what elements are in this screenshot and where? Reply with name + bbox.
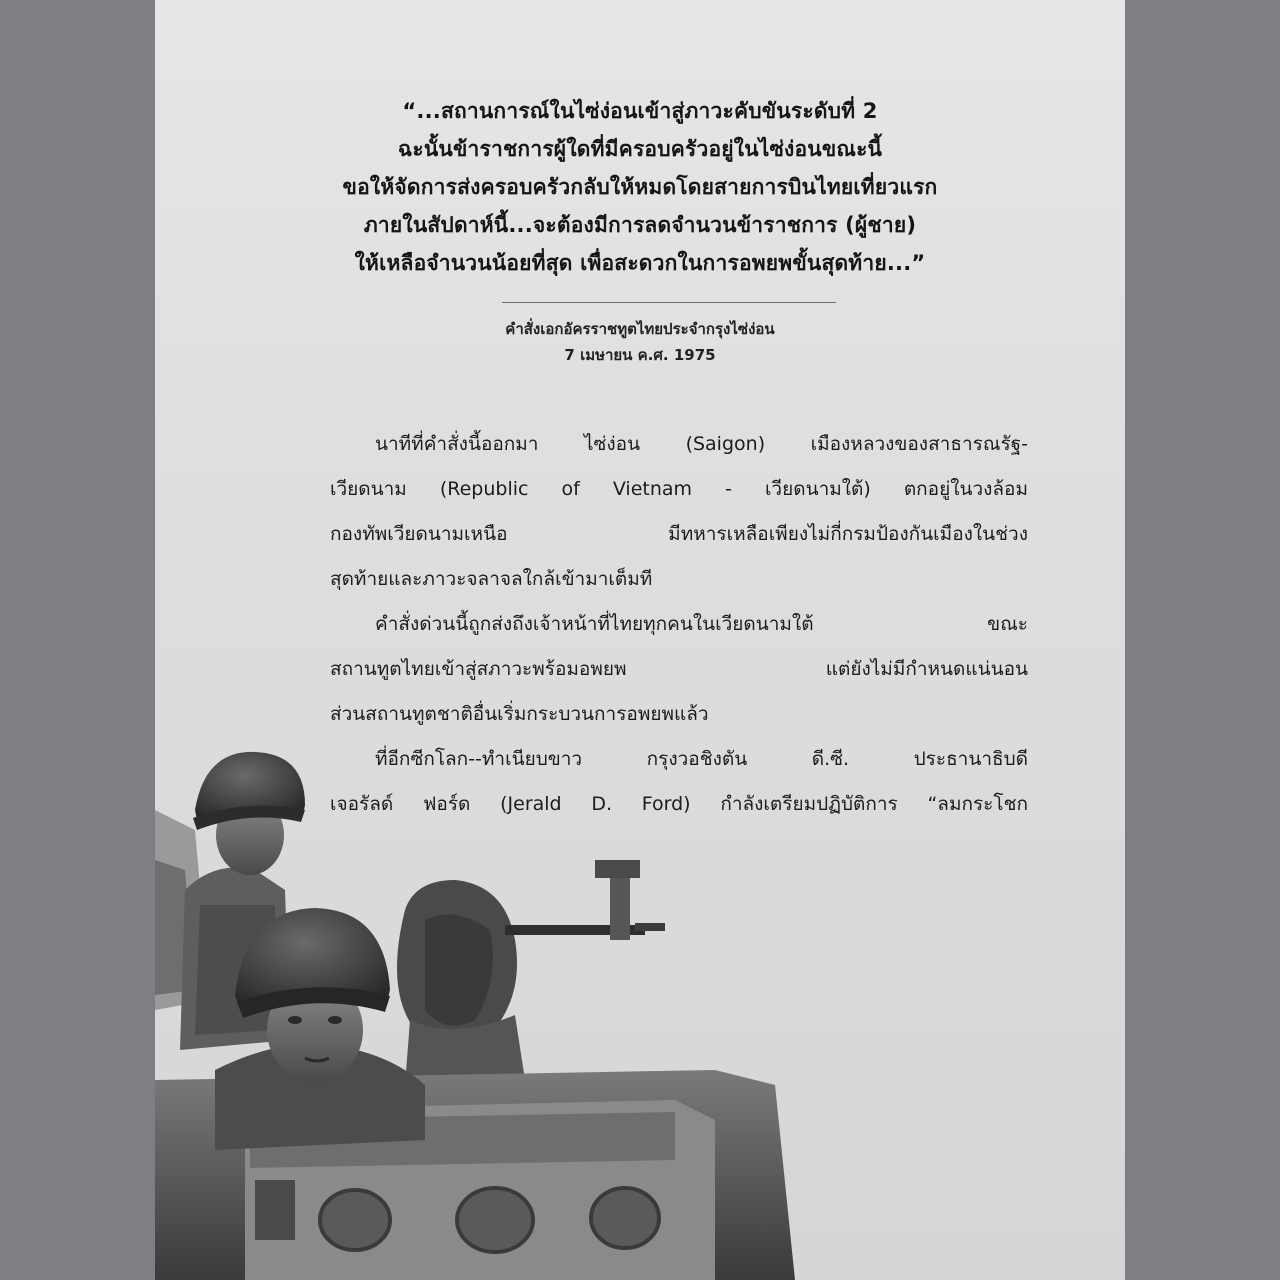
text-line: คำสั่งด่วนนี้ถูกส่งถึงเจ้าหน้าที่ไทยทุกคนในเวียดนามใต้ ขณะ xyxy=(375,613,1028,635)
text-line: เจอรัลด์ ฟอร์ด (Jerald D. Ford) กำลังเตรียมปฏิบัติการ “ลมกระโชก xyxy=(330,793,1028,815)
quote-line: ให้เหลือจำนวนน้อยที่สุด เพื่อสะดวกในการอพยพขั้นสุดท้าย...” xyxy=(354,251,926,275)
quote-attribution xyxy=(155,316,1125,368)
text-line: กองทัพเวียดนามเหนือ มีทหารเหลือเพียงไม่กี่กรมป้องกันเมืองในช่วง xyxy=(330,523,1028,545)
text-line: สุดท้ายและภาวะจลาจลใกล้เข้ามาเต็มที xyxy=(330,568,653,590)
text-line: เวียดนาม (Republic of Vietnam - เวียดนามใต้) ตกอยู่ในวงล้อม xyxy=(330,478,1028,500)
quote-line: ภายในสัปดาห์นี้...จะต้องมีการลดจำนวนข้าราชการ (ผู้ชาย) xyxy=(363,213,917,237)
text-line: ที่อีกซีกโลก--ทำเนียบขาว กรุงวอชิงตัน ดี.ซี. ประธานาธิบดี xyxy=(375,748,1028,770)
book-page xyxy=(155,0,1125,1280)
attribution-date: 7 เมษายน ค.ศ. 1975 xyxy=(564,346,716,364)
paragraph xyxy=(330,422,1028,602)
soldiers-armored-vehicle-photo xyxy=(155,740,795,1280)
text-line: ส่วนสถานทูตชาติอื่นเริ่มกระบวนการอพยพแล้ว xyxy=(330,703,709,725)
text-line: สถานทูตไทยเข้าสู่สภาวะพร้อมอพยพ แต่ยังไม่มีกำหนดแน่นอน xyxy=(330,658,1028,680)
text-line: นาทีที่คำสั่งนี้ออกมา ไซ่ง่อน (Saigon) เมืองหลวงของสาธารณรัฐ- xyxy=(375,433,1028,455)
divider-rule xyxy=(502,302,836,303)
epigraph-quote xyxy=(155,92,1125,282)
attribution-author: คำสั่งเอกอัครราชทูตไทยประจำกรุงไซ่ง่อน xyxy=(505,320,775,338)
quote-line: ขอให้จัดการส่งครอบครัวกลับให้หมดโดยสายการบินไทยเที่ยวแรก xyxy=(342,175,938,199)
quote-line: ฉะนั้นข้าราชการผู้ใดที่มีครอบครัวอยู่ในไซ่ง่อนขณะนี้ xyxy=(397,137,883,161)
paragraph xyxy=(330,602,1028,737)
quote-line: “...สถานการณ์ในไซ่ง่อนเข้าสู่ภาวะคับขันระดับที่ 2 xyxy=(402,99,878,123)
